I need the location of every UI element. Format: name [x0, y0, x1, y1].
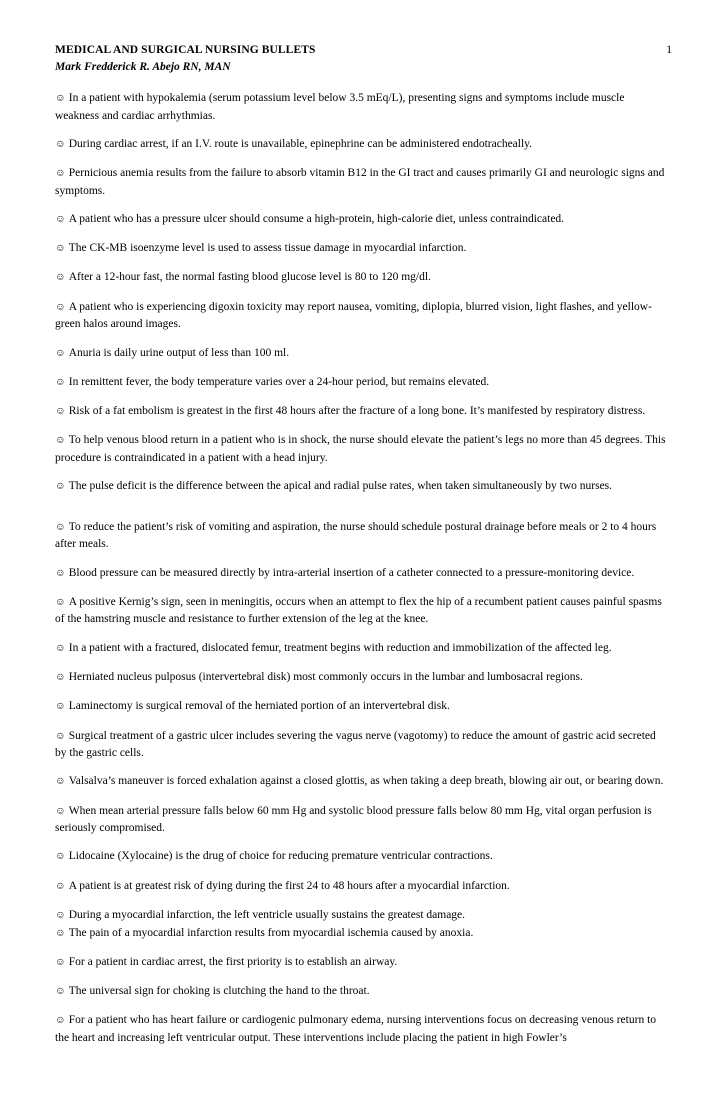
bullet-text: For a patient in cardiac arrest, the first priority is to establish an airway.	[68, 955, 398, 968]
bullet-item	[55, 269, 666, 287]
bullet-list	[55, 90, 666, 1046]
bullet-item	[55, 878, 666, 896]
bullet-item	[55, 240, 666, 258]
bullet-text: A patient who is experiencing digoxin toxicity may report nausea, vomiting, diplopia, blurred vision, light flashes, and yellow-green halos around images.	[55, 300, 652, 331]
smiley-bullet-icon: ☺	[55, 880, 66, 892]
bullet-item	[55, 1012, 666, 1046]
bullet-item	[55, 519, 666, 553]
bullet-text: Valsalva’s maneuver is forced exhalation against a closed glottis, as when taking a deep breath, blowing air out, or bearing down.	[68, 775, 664, 788]
bullet-text: In a patient with hypokalemia (serum potassium level below 3.5 mEq/L), presenting signs and symptoms include muscle weakness and cardiac arrhythmias.	[55, 92, 625, 122]
smiley-bullet-icon: ☺	[55, 805, 66, 817]
smiley-bullet-icon: ☺	[55, 596, 66, 608]
smiley-bullet-icon: ☺	[55, 776, 66, 788]
smiley-bullet-icon: ☺	[55, 986, 66, 998]
page-header	[55, 42, 672, 75]
bullet-item	[55, 374, 666, 392]
bullet-text: In a patient with a fractured, dislocated femur, treatment begins with reduction and immobilization of the affected leg.	[68, 641, 612, 654]
smiley-bullet-icon: ☺	[55, 243, 66, 255]
bullet-text: The pulse deficit is the difference between the apical and radial pulse rates, when taken simultaneously by two nurses.	[68, 480, 613, 493]
smiley-bullet-icon: ☺	[55, 567, 66, 579]
bullet-text: The CK-MB isoenzyme level is used to assess tissue damage in myocardial infarction.	[68, 242, 467, 255]
smiley-bullet-icon: ☺	[55, 376, 66, 388]
bullet-text: Surgical treatment of a gastric ulcer includes severing the vagus nerve (vagotomy) to reduce the amount of gastric acid secreted by the gastric cells.	[55, 729, 656, 760]
bullet-item	[55, 165, 666, 199]
smiley-bullet-icon: ☺	[55, 481, 66, 493]
bullet-item	[55, 136, 666, 154]
bullet-text: Anuria is daily urine output of less than 100 ml.	[68, 346, 290, 359]
bullet-text: Pernicious anemia results from the failure to absorb vitamin B12 in the GI tract and causes primarily GI and neurologic signs and symptoms.	[55, 167, 665, 197]
bullet-text: A patient who has a pressure ulcer should consume a high-protein, high-calorie diet, unless contraindicated.	[68, 212, 565, 225]
bullet-item	[55, 983, 666, 1001]
smiley-bullet-icon: ☺	[55, 301, 66, 313]
bullet-text: When mean arterial pressure falls below 60 mm Hg and systolic blood pressure falls below 80 mm Hg, vital organ perfusion is seriously compromised.	[55, 804, 652, 835]
smiley-bullet-icon: ☺	[55, 138, 66, 150]
bullet-text: To help venous blood return in a patient who is in shock, the nurse should elevate the patient’s legs no more than 45 degrees. This procedure is contraindicated in a patient with a head injury.	[55, 434, 666, 464]
smiley-bullet-icon: ☺	[55, 93, 66, 104]
bullet-item	[55, 803, 666, 837]
smiley-bullet-icon: ☺	[55, 347, 66, 359]
bullet-text: The universal sign for choking is clutching the hand to the throat.	[68, 985, 370, 998]
bullet-item	[55, 773, 666, 791]
smiley-bullet-icon: ☺	[55, 701, 66, 713]
bullet-text: For a patient who has heart failure or cardiogenic pulmonary edema, nursing interventions focus on decreasing venous return to the heart and increasing left ventricular output. These interventions include placing the patient in high Fowler’s	[55, 1014, 657, 1044]
bullet-text: Herniated nucleus pulposus (intervertebral disk) most commonly occurs in the lumbar and lumbosacral regions.	[68, 670, 583, 683]
bullet-item	[55, 728, 666, 762]
smiley-bullet-icon: ☺	[55, 927, 66, 939]
bullet-text: Blood pressure can be measured directly by intra-arterial insertion of a catheter connected to a pressure-monitoring device.	[68, 566, 635, 579]
bullet-item	[55, 432, 666, 466]
bullet-text: Lidocaine (Xylocaine) is the drug of choice for reducing premature ventricular contractions.	[68, 850, 493, 863]
bullet-item	[55, 211, 666, 229]
bullet-item	[55, 594, 666, 628]
author-line: Mark Fredderick R. Abejo RN, MAN	[55, 60, 231, 73]
bullet-item	[55, 478, 666, 496]
bullet-text: During a myocardial infarction, the left ventricle usually sustains the greatest damage.	[68, 909, 466, 922]
bullet-text: Risk of a fat embolism is greatest in the first 48 hours after the fracture of a long bone. It’s manifested by respiratory distress.	[68, 405, 646, 418]
smiley-bullet-icon: ☺	[55, 213, 66, 225]
bullet-text: The pain of a myocardial infarction results from myocardial ischemia caused by anoxia.	[68, 926, 474, 939]
smiley-bullet-icon: ☺	[55, 851, 66, 863]
smiley-bullet-icon: ☺	[55, 1015, 66, 1027]
smiley-bullet-icon: ☺	[55, 730, 66, 742]
bullet-item	[55, 669, 666, 687]
bullet-item	[55, 90, 666, 124]
bullet-item	[55, 954, 666, 972]
smiley-bullet-icon: ☺	[55, 910, 66, 922]
smiley-bullet-icon: ☺	[55, 956, 66, 968]
smiley-bullet-icon: ☺	[55, 521, 66, 533]
document-title: MEDICAL AND SURGICAL NURSING BULLETS	[55, 44, 316, 56]
bullet-item	[55, 907, 666, 925]
bullet-item	[55, 345, 666, 363]
bullet-text: In remittent fever, the body temperature varies over a 24-hour period, but remains elevated.	[68, 375, 490, 388]
bullet-item	[55, 403, 666, 421]
smiley-bullet-icon: ☺	[55, 435, 66, 447]
bullet-item	[55, 299, 666, 333]
smiley-bullet-icon: ☺	[55, 406, 66, 418]
smiley-bullet-icon: ☺	[55, 272, 66, 284]
bullet-text: A positive Kernig’s sign, seen in meningitis, occurs when an attempt to flex the hip of a recumbent patient causes painful spasms of the hamstring muscle and resistance to further extension of the leg at the knee.	[55, 595, 662, 626]
bullet-item	[55, 640, 666, 658]
bullet-text: A patient is at greatest risk of dying during the first 24 to 48 hours after a myocardial infarction.	[68, 879, 510, 892]
bullet-text: During cardiac arrest, if an I.V. route is unavailable, epinephrine can be administered endotracheally.	[68, 137, 533, 150]
bullet-text: After a 12-hour fast, the normal fasting blood glucose level is 80 to 120 mg/dl.	[68, 271, 431, 284]
bullet-item	[55, 698, 666, 716]
bullet-item	[55, 565, 666, 583]
bullet-text: Laminectomy is surgical removal of the herniated portion of an intervertebral disk.	[68, 700, 450, 713]
smiley-bullet-icon: ☺	[55, 671, 66, 683]
smiley-bullet-icon: ☺	[55, 642, 66, 654]
page-number: 1	[666, 44, 672, 56]
bullet-item	[55, 925, 666, 943]
bullet-text: To reduce the patient’s risk of vomiting and aspiration, the nurse should schedule postural drainage before meals or 2 to 4 hours after meals.	[55, 520, 657, 551]
smiley-bullet-icon: ☺	[55, 168, 66, 180]
bullet-item	[55, 848, 666, 866]
